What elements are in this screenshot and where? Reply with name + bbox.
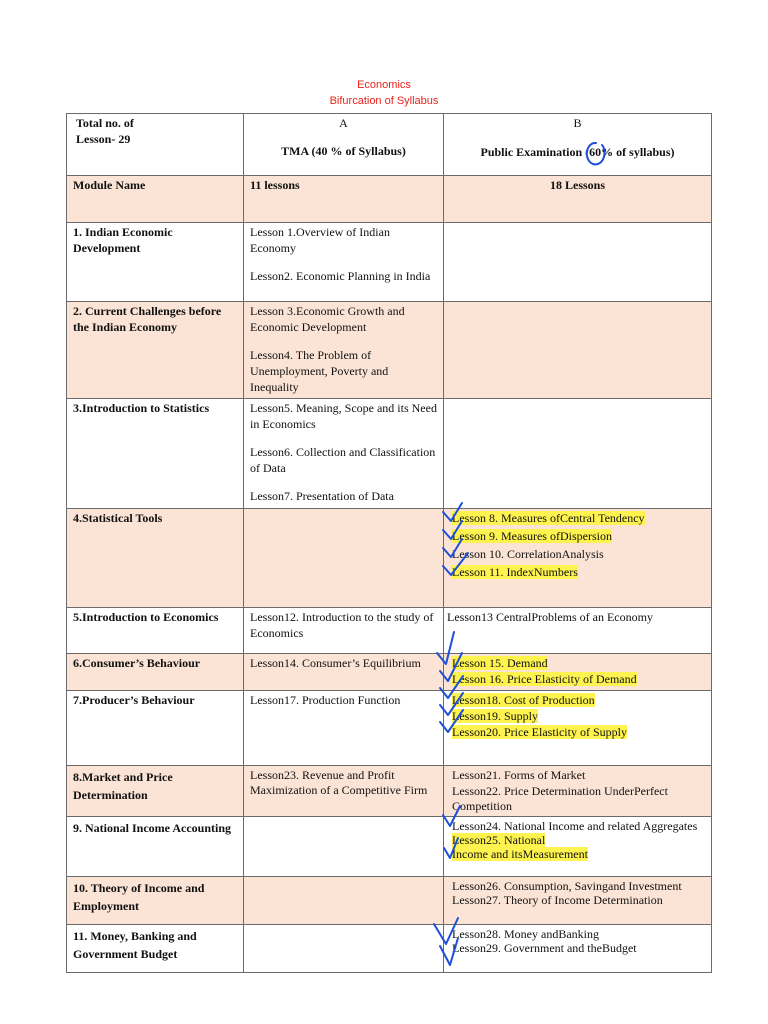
lesson-item: Lesson23. Revenue and Profit Maximization of a Competitive Firm [250,767,428,797]
doc-subtitle: Bifurcation of Syllabus [329,95,439,107]
highlighted-lesson: Lesson 11. IndexNumbers [452,564,578,579]
lesson-item: Lesson24. National Income and related Aggregates [452,818,698,833]
col-b-title: Public Examination (60% of syllabus) [480,144,675,159]
lesson-item: Lesson4. The Problem of Unemployment, Poverty and Inequality [250,347,389,394]
module-name: 6.Consumer’s Behaviour [67,653,244,690]
exam-lessons [444,690,712,765]
highlighted-lesson: Income and itsMeasurement [452,847,588,862]
table-row [67,223,712,302]
exam-lessons [444,302,712,399]
b-lessons-count: 18 Lessons [444,176,712,223]
lesson-item: Lesson13 CentralProblems of an Economy [447,609,653,624]
table-row [67,398,712,508]
highlighted-lesson: Lesson25. National [452,833,546,848]
highlighted-lesson: Lesson 8. Measures ofCentral Tendency [452,510,645,525]
lesson-item: Lesson27. Theory of Income Determination [452,893,663,908]
module-name: 3.Introduction to Statistics [67,398,244,508]
table-row [67,653,712,690]
table-row [67,816,712,876]
module-name-header: Module Name [67,176,244,223]
highlighted-lesson: Lesson 15. Demand [452,655,548,670]
lesson-item: Lesson12. Introduction to the study of Economics [250,609,434,640]
tma-lessons [244,816,444,876]
col-b-header [444,114,712,176]
tma-lessons [244,302,444,399]
table-row [67,508,712,607]
summary-row [67,176,712,223]
tma-lessons [244,398,444,508]
lesson-item: Lesson 3.Economic Growth and Economic Development [250,304,405,334]
exam-lessons [444,765,712,816]
col-a-title: TMA (40 % of Syllabus) [281,143,406,158]
lesson-item: Lesson28. Money andBanking [452,926,599,941]
table-row [67,302,712,399]
lesson-item: Lesson6. Collection and Classification of Data [250,444,436,475]
lesson-item: Lesson29. Government and theBudget [452,941,637,956]
lesson-item: Lesson2. Economic Planning in India [250,268,431,283]
module-name: 11. Money, Banking and Government Budget [67,924,244,972]
tma-lessons [244,223,444,302]
lesson-item: Lesson17. Production Function [250,692,401,707]
module-name: 2. Current Challenges before the Indian Economy [67,302,244,399]
highlighted-lesson: Lesson20. Price Elasticity of Supply [452,724,627,739]
module-name: 4.Statistical Tools [67,508,244,607]
highlighted-lesson: Lesson18. Cost of Production [452,692,595,707]
module-name: 7.Producer’s Behaviour [67,690,244,765]
module-name: 5.Introduction to Economics [67,607,244,653]
lesson-item: Lesson5. Meaning, Scope and its Need in Economics [250,400,437,431]
tma-lessons [244,924,444,972]
table-row [67,924,712,972]
exam-lessons [444,816,712,876]
highlighted-lesson: Lesson 9. Measures ofDispersion [452,528,612,543]
lesson-item: Lesson 1.Overview of Indian Economy [250,225,390,255]
exam-lessons [444,653,712,690]
doc-title: Economics [357,79,411,91]
highlighted-lesson: Lesson19. Supply [452,708,539,723]
header-row [67,114,712,176]
module-name: 1. Indian Economic Development [67,223,244,302]
exam-lessons [444,876,712,924]
exam-lessons [444,607,712,653]
highlighted-lesson: Lesson 16. Price Elasticity of Demand [452,671,637,686]
tma-lessons [244,876,444,924]
exam-lessons [444,924,712,972]
a-lessons-count: 11 lessons [244,176,444,223]
exam-lessons [444,223,712,302]
total-lessons-line-1: Total no. of [76,116,134,130]
module-name: 10. Theory of Income and Employment [67,876,244,924]
col-a-letter: A [339,116,348,130]
tma-lessons [244,508,444,607]
table-row [67,690,712,765]
lesson-item: Lesson 10. CorrelationAnalysis [452,546,604,561]
tma-lessons [244,765,444,816]
col-b-letter: B [573,116,582,130]
tma-lessons [244,607,444,653]
table-row [67,607,712,653]
col-a-header [244,114,444,176]
lesson-item: Lesson7. Presentation of Data [250,488,394,503]
lesson-item: Lesson22. Price Determination UnderPerfect Competition [452,783,668,813]
lesson-item: Lesson14. Consumer’s Equilibrium [250,655,421,670]
tma-lessons [244,690,444,765]
exam-lessons [444,398,712,508]
module-name: 9. National Income Accounting [67,816,244,876]
total-lessons-line-2: Lesson- 29 [76,131,131,146]
tma-lessons [244,653,444,690]
lesson-item: Lesson21. Forms of Market [452,767,586,782]
module-name: 8.Market and Price Determination [67,765,244,816]
lesson-item: Lesson26. Consumption, Savingand Investment [452,878,682,893]
total-lessons-cell [67,114,244,176]
syllabus-table [66,113,712,973]
table-row [67,765,712,816]
exam-lessons [444,508,712,607]
table-row [67,876,712,924]
